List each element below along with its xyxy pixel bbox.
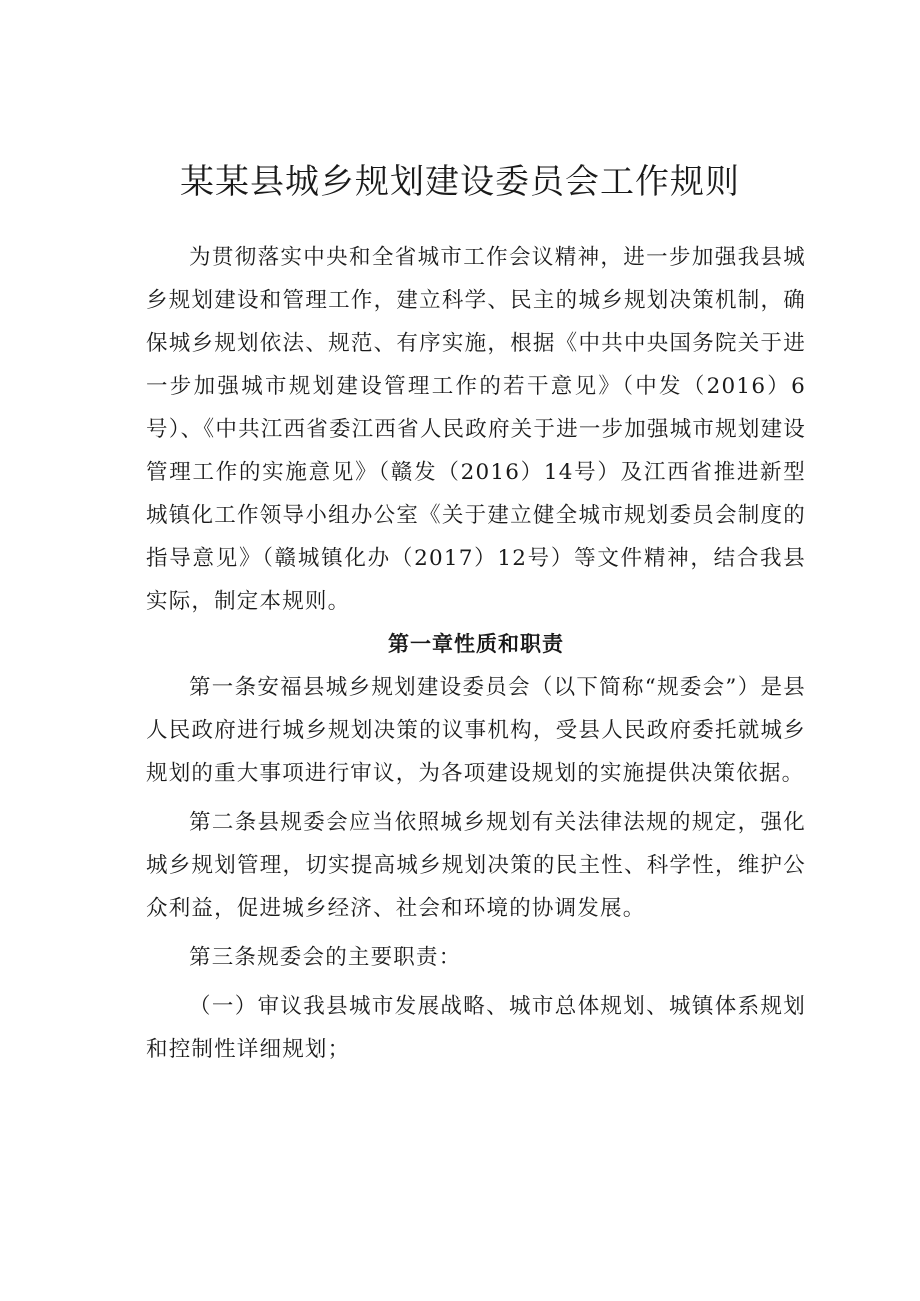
article-2-paragraph: 第二条县规委会应当依照城乡规划有关法律法规的规定，强化城乡规划管理，切实提高城乡规划决策的民主性、科学性，维护公众利益，促进城乡经济、社会和环境的协调发展。 [146, 810, 806, 921]
article-3-paragraph: 第三条规委会的主要职责： [189, 945, 462, 970]
preamble-paragraph: 为贯彻落实中央和全省城市工作会议精神，进一步加强我县城乡规划建设和管理工作，建立科学、民主的城乡规划决策机制，确保城乡规划依法、规范、有序实施，根据《中共中央国务院关于进一步加强城市规划建设管理工作的若干意见》（中发（2016）6号）、《中共江西省委江西省人民政府关于进一步加强城市规划建设管理工作的实施意见》（赣发（2016）14号）及江西省推进新型城镇化工作领导小组办公室《关于建立健全城市规划委员会制度的指导意见》（赣城镇化办（2017）12号）等文件精神，结合我县实际，制定本规则。 [146, 245, 806, 614]
article-1-paragraph: 第一条安福县城乡规划建设委员会（以下简称“规委会”）是县人民政府进行城乡规划决策的议事机构，受县人民政府委托就城乡规划的重大事项进行审议，为各项建设规划的实施提供决策依据。 [146, 675, 806, 786]
article-3-item-1: （一）审议我县城市发展战略、城市总体规划、城镇体系规划和控制性详细规划； [146, 994, 806, 1062]
chapter-heading: 第一章性质和职责 [388, 632, 564, 656]
document-title: 某某县城乡规划建设委员会工作规则 [180, 162, 740, 202]
document-body [146, 236, 806, 1071]
